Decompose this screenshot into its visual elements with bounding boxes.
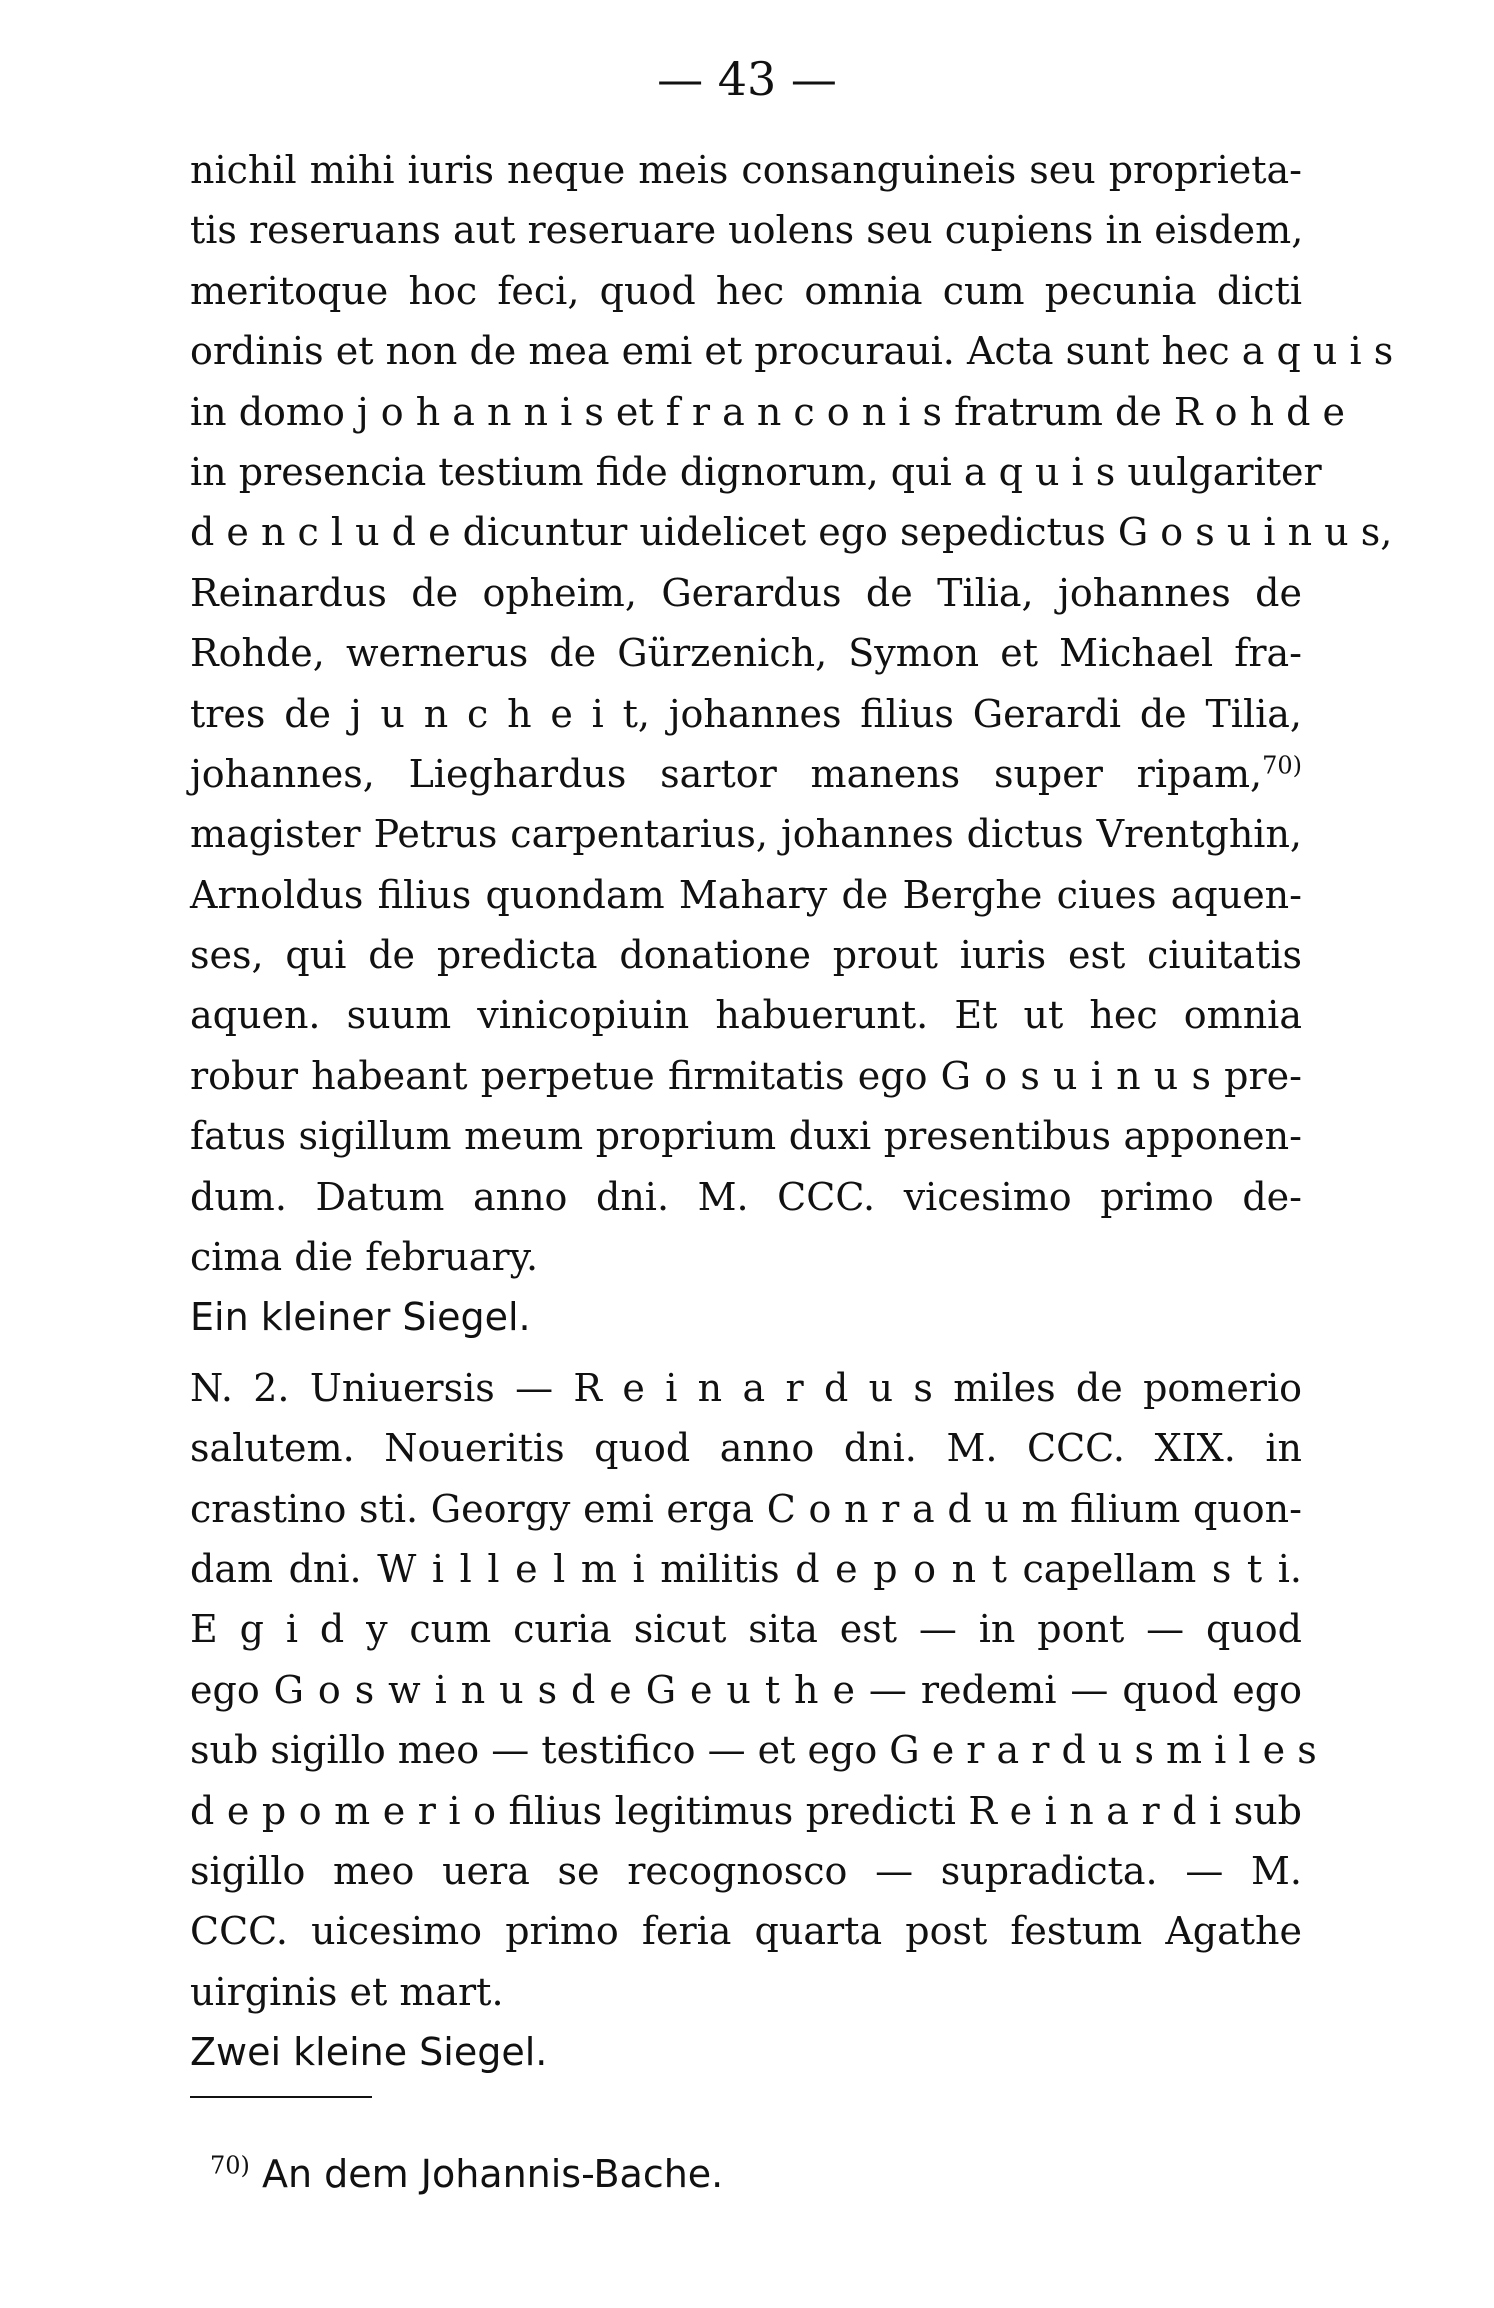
page-number: — 43 — — [657, 52, 837, 106]
text-line: uirginis et mart. — [190, 1969, 504, 2014]
charter-paragraph-1 — [190, 140, 1394, 1348]
text-line: robur habeant perpetue firmitatis ego G o s u i n u s pre- — [190, 1053, 1302, 1098]
text-line: ordinis et non de mea emi et procuraui. Acta sunt hec a q u i s — [190, 329, 1394, 374]
paragraph-gap — [190, 1348, 1302, 1358]
text-line: cima die february. — [190, 1235, 539, 1280]
body-text — [190, 140, 1394, 2083]
text-line: N. 2. Uniuersis — R e i n a r d u s miles de pomerio — [190, 1365, 1302, 1410]
text-line: d e n c l u d e dicuntur uidelicet ego sepedictus G o s u i n u s, — [190, 510, 1393, 555]
text-line: Arnoldus filius quondam Mahary de Berghe ciues aquen- — [190, 872, 1302, 917]
text-line: meritoque hoc feci, quod hec omnia cum pecunia dicti — [190, 268, 1302, 313]
footnote-divider — [190, 2096, 372, 2098]
text-line: magister Petrus carpentarius, johannes dictus Vrentghin, — [190, 812, 1302, 857]
text-line: ego G o s w i n u s d e G e u t h e — redemi — quod ego — [190, 1667, 1302, 1712]
footnote — [210, 2152, 1210, 2196]
text-line: tres de j u n c h e i t, johannes filius Gerardi de Tilia, — [190, 691, 1302, 736]
text-line: Reinardus de opheim, Gerardus de Tilia, johannes de — [190, 570, 1302, 615]
text-line: CCC. uicesimo primo feria quarta post festum Agathe — [190, 1909, 1302, 1954]
footnote-text: An dem Johannis-Bache. — [262, 2152, 724, 2196]
text-line: Rohde, wernerus de Gürzenich, Symon et Michael fra- — [190, 631, 1302, 676]
text-line: E g i d y cum curia sicut sita est — in pont — quod — [190, 1607, 1302, 1652]
text-line: nichil mihi iuris neque meis consanguineis seu proprieta- — [190, 148, 1302, 192]
text-line: tis reseruans aut reseruare uolens seu cupiens in eisdem, — [190, 208, 1304, 253]
text-line-with-footnote — [190, 744, 1302, 804]
charter-paragraph-2 — [190, 1358, 1317, 2083]
text-line: dam dni. W i l l e l m i militis d e p o n t capellam s t i. — [190, 1546, 1302, 1591]
text-line: in domo j o h a n n i s et f r a n c o n i s fratrum de R o h d e — [190, 389, 1346, 434]
footnote-reference: 70) — [1262, 751, 1302, 780]
text-line: sigillo meo uera se recognosco — supradicta. — M. — [190, 1848, 1302, 1893]
text-line: johannes, Lieghardus sartor manens super ripam, — [190, 751, 1263, 796]
text-line: ses, qui de predicta donatione prout iuris est ciuitatis — [190, 933, 1302, 978]
text-line: in presencia testium fide dignorum, qui a q u i s uulgariter — [190, 449, 1322, 494]
seal-note: Zwei kleine Siegel. — [190, 2030, 548, 2075]
text-line: crastino sti. Georgy emi erga C o n r a d u m filium quon- — [190, 1486, 1302, 1531]
text-line: dum. Datum anno dni. M. CCC. vicesimo primo de- — [190, 1174, 1302, 1219]
text-line: salutem. Noueritis quod anno dni. M. CCC. XIX. in — [190, 1426, 1302, 1471]
text-line: sub sigillo meo — testifico — et ego G e r a r d u s m i l e s — [190, 1728, 1317, 1773]
text-line: fatus sigillum meum proprium duxi presentibus apponen- — [190, 1114, 1302, 1159]
footnote-marker: 70) — [210, 2151, 250, 2180]
text-line: aquen. suum vinicopiuin habuerunt. Et ut hec omnia — [190, 993, 1302, 1038]
seal-note: Ein kleiner Siegel. — [190, 1295, 531, 1340]
text-line: d e p o m e r i o filius legitimus predicti R e i n a r d i sub — [190, 1788, 1302, 1833]
